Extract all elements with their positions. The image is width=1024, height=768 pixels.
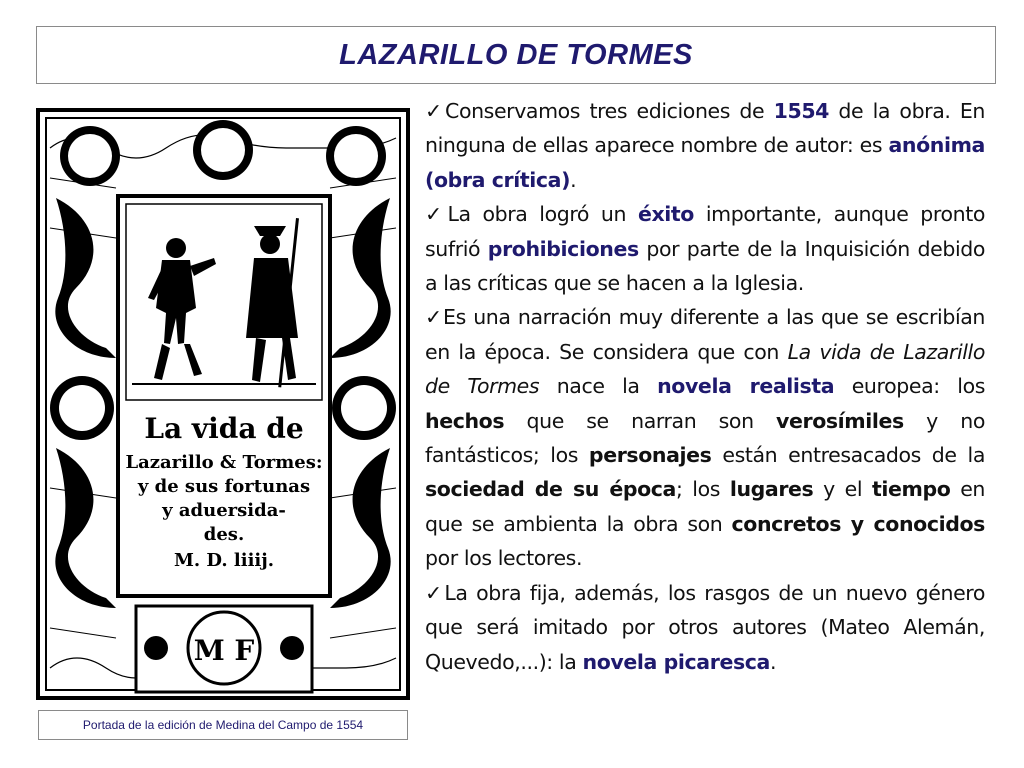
emphasis-text: verosímiles [776,408,904,433]
page-title: LAZARILLO DE TORMES [339,38,693,71]
title-page-woodcut [36,108,410,700]
emphasis-text: personajes [588,443,712,468]
woodcut-image [36,108,410,700]
title-box [36,26,996,84]
paragraph-text: La obra fija, además, los rasgos de un nuevo género que será imitado por otros autores (Mateo Alemán, Quevedo,...): la [425,580,986,674]
body-text [425,94,985,679]
bullet-paragraph [425,197,985,300]
emphasis-text: sociedad de su época [425,477,676,502]
bullet-paragraph [425,94,985,197]
paragraph-text: Conservamos tres ediciones de [445,99,774,123]
printer-monogram: M F [193,634,255,667]
paragraph-text: de la obra. En ninguna de ellas aparece nombre de autor: es [425,99,985,158]
checkmark-icon: ✓ [425,202,448,227]
paragraph-text: y el [813,477,872,502]
woodcut-title-line-2: Lazarillo & Tormes: [125,452,323,473]
bullet-paragraph [425,576,985,679]
emphasis-text: prohibiciones [487,236,639,261]
caption-box [38,710,408,740]
paragraph-text: La obra logró un [447,202,638,227]
paragraph-text: en que se ambienta la obra son [425,477,986,536]
paragraph-text: europea: los [834,374,985,399]
woodcut-title-line-5: des. [203,524,245,545]
paragraph-text: por parte de la Inquisición debido a las críticas que se hacen a la Iglesia. [425,236,985,296]
paragraph-text: y no fantásticos; los [425,408,985,468]
paragraph-text: están entresacados de la [711,443,985,468]
emphasis-text: concretos y conocidos [731,511,985,536]
paragraph-text: Es una narración muy diferente a las que se escribían en la época. Se considera que con [425,305,985,364]
emphasis-text: lugares [729,477,814,502]
woodcut-title-line-6: M. D. liiij. [173,550,275,571]
paragraph-text: . [769,649,777,674]
checkmark-icon: ✓ [425,580,445,605]
figure-caption: Portada de la edición de Medina del Campo de 1554 [82,718,364,732]
paragraph-text: nace la [539,374,658,399]
emphasis-text: 1554 [773,99,830,123]
checkmark-icon: ✓ [425,305,444,330]
emphasis-text: éxito [637,202,694,227]
bullet-paragraph [425,300,985,575]
emphasis-text: novela realista [657,374,835,399]
paragraph-text: que se narran son [504,408,777,433]
emphasis-text: La vida de Lazarillo de Tormes [425,339,985,399]
emphasis-text: hechos [425,408,505,433]
emphasis-text: tiempo [871,477,951,502]
paragraph-text: importante, aunque pronto sufrió [425,202,985,261]
paragraph-text: ; los [676,477,730,502]
paragraph-text: . [570,167,577,192]
paragraph-text: por los lectores. [425,546,583,571]
woodcut-title-line-1: La vida de [144,412,304,445]
woodcut-title-line-4: y aduersida- [162,500,286,521]
emphasis-text: novela picaresca [582,649,770,674]
emphasis-text: anónima (obra crítica) [425,133,985,192]
woodcut-title-line-3: y de sus fortunas [137,476,311,497]
checkmark-icon: ✓ [425,99,446,123]
